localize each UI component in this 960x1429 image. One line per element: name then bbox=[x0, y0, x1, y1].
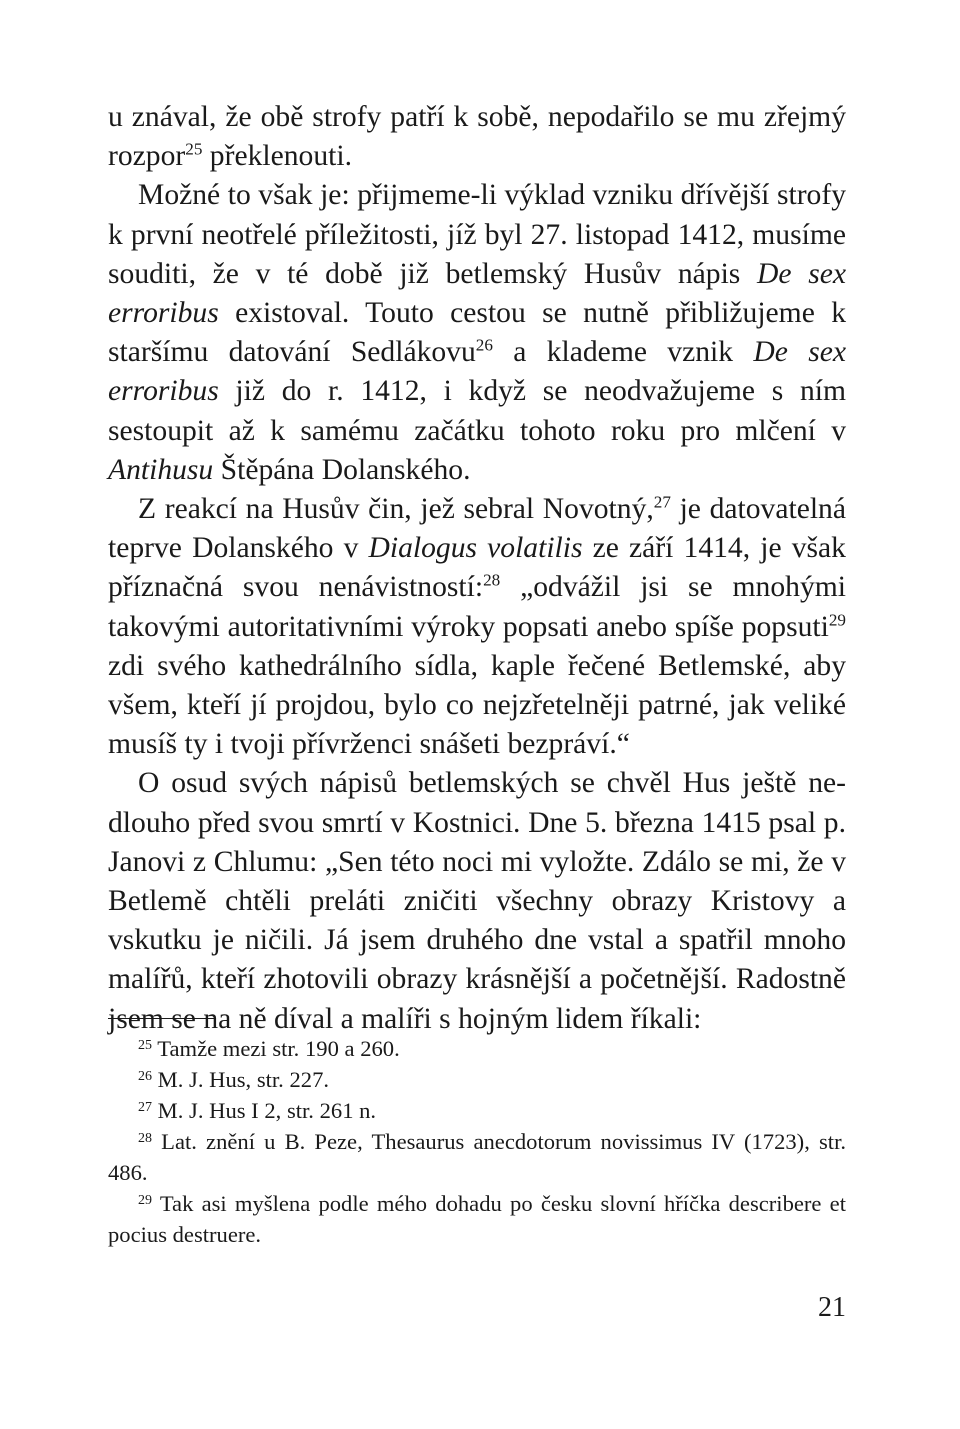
footnote-26 bbox=[108, 1064, 846, 1095]
footnote-number: 29 bbox=[138, 1193, 152, 1208]
text-segment: a klademe vznik bbox=[492, 336, 754, 369]
italic-title: De sex erroribus bbox=[108, 336, 846, 408]
footnote-number: 25 bbox=[138, 1038, 152, 1053]
footnote-25 bbox=[108, 1033, 846, 1064]
text-segment: je datovatelná teprve Dolanského v bbox=[108, 493, 846, 565]
footnote-ref-29: 29 bbox=[828, 610, 846, 629]
paragraph-1 bbox=[108, 98, 846, 176]
footnote-27 bbox=[108, 1095, 846, 1126]
paragraph-4 bbox=[108, 764, 846, 1038]
text-segment: Štěpána Dolanského. bbox=[213, 453, 471, 486]
text-segment: Možné to však je: přijmeme-li výklad vzniku dřívější strofy k první neotřelé příležitosti, jíž byl 27. listopad 1412, musíme souditi, že v té době již betlemský Husův nápis bbox=[108, 179, 846, 290]
text-segment: zdi svého kathedrálního sídla, kaple řečené Betlemské, aby všem, kteří jí projdou, bylo co nejzřetelněji patrné, jak veliké musíš ty i tvoji přívrženci snášeti bezpráví.“ bbox=[108, 649, 846, 761]
text-segment: O osud svých nápisů betlemských se chvěl Hus ještě nedlouho před svou smrtí v Kostnici. Dne 5. března 1415 psal p. Janovi z Chlumu: „Sen této noci mi vyložte. Zdálo se mi, že v Betlemě chtěli preláti zničiti všechny obrazy Kristovy a vskutku je ničili. Já jsem druhého dne vstal a spatřil mnoho malířů, kteří zhotovili obrazy krásnější a početnější. Radostně jsem se na ně díval a malíři s hojným lidem říkali: bbox=[108, 767, 846, 1035]
paragraph-2 bbox=[108, 176, 846, 490]
italic-title: Antihusu bbox=[108, 453, 214, 486]
footnote-text: M. J. Hus I 2, str. 261 n. bbox=[157, 1098, 377, 1123]
italic-title: Dialogus volatilis bbox=[368, 532, 583, 565]
paragraph-3 bbox=[108, 490, 846, 764]
footnote-text: Lat. znění u B. Peze, Thesaurus anecdotorum novissimus IV (1723), str. 486. bbox=[108, 1129, 846, 1185]
footnote-text: Tak asi myšlena podle mého dohadu po česku slovní hříčka describere et pocius destruere. bbox=[108, 1191, 846, 1247]
text-segment: Z reakcí na Husův čin, jež sebral Novotný, bbox=[138, 493, 654, 526]
footnote-28 bbox=[108, 1126, 846, 1188]
footnote-number: 27 bbox=[138, 1100, 152, 1115]
text-segment: existoval. Touto cestou se nutně přibližujeme k staršímu datování Sedlákovu bbox=[108, 297, 846, 369]
footnote-29 bbox=[108, 1188, 846, 1250]
footnote-ref-28: 28 bbox=[483, 570, 501, 590]
footnotes-section bbox=[108, 1018, 846, 1250]
footnote-ref-25: 25 bbox=[185, 139, 203, 159]
text-segment: ze září 1414, je však příznačná svou nenávistností: bbox=[108, 532, 846, 604]
footnote-ref-27: 27 bbox=[653, 492, 671, 512]
footnote-number: 28 bbox=[138, 1131, 152, 1146]
footnote-text: Tamže mezi str. 190 a 260. bbox=[157, 1036, 400, 1061]
italic-title: De sex erroribus bbox=[108, 257, 846, 330]
page-number: 21 bbox=[818, 1292, 846, 1323]
footnote-number: 26 bbox=[138, 1069, 152, 1084]
footnote-divider bbox=[108, 1018, 214, 1019]
main-text bbox=[108, 98, 846, 1039]
text-segment: „odvážil jsi se mnohými takovými autoritativními výroky popsati anebo spíše popsuti bbox=[108, 571, 846, 643]
footnote-text: M. J. Hus, str. 227. bbox=[157, 1067, 330, 1092]
text-segment: již do r. 1412, i když se neodvažujeme s ním sestoupit až k samému začátku tohoto roku pro mlčení v bbox=[108, 375, 846, 447]
footnote-ref-26: 26 bbox=[475, 335, 493, 355]
text-segment: překlenouti. bbox=[202, 140, 352, 173]
text-segment: u znával, že obě strofy patří k sobě, nepodařilo se mu zřejmý rozpor bbox=[108, 101, 846, 173]
